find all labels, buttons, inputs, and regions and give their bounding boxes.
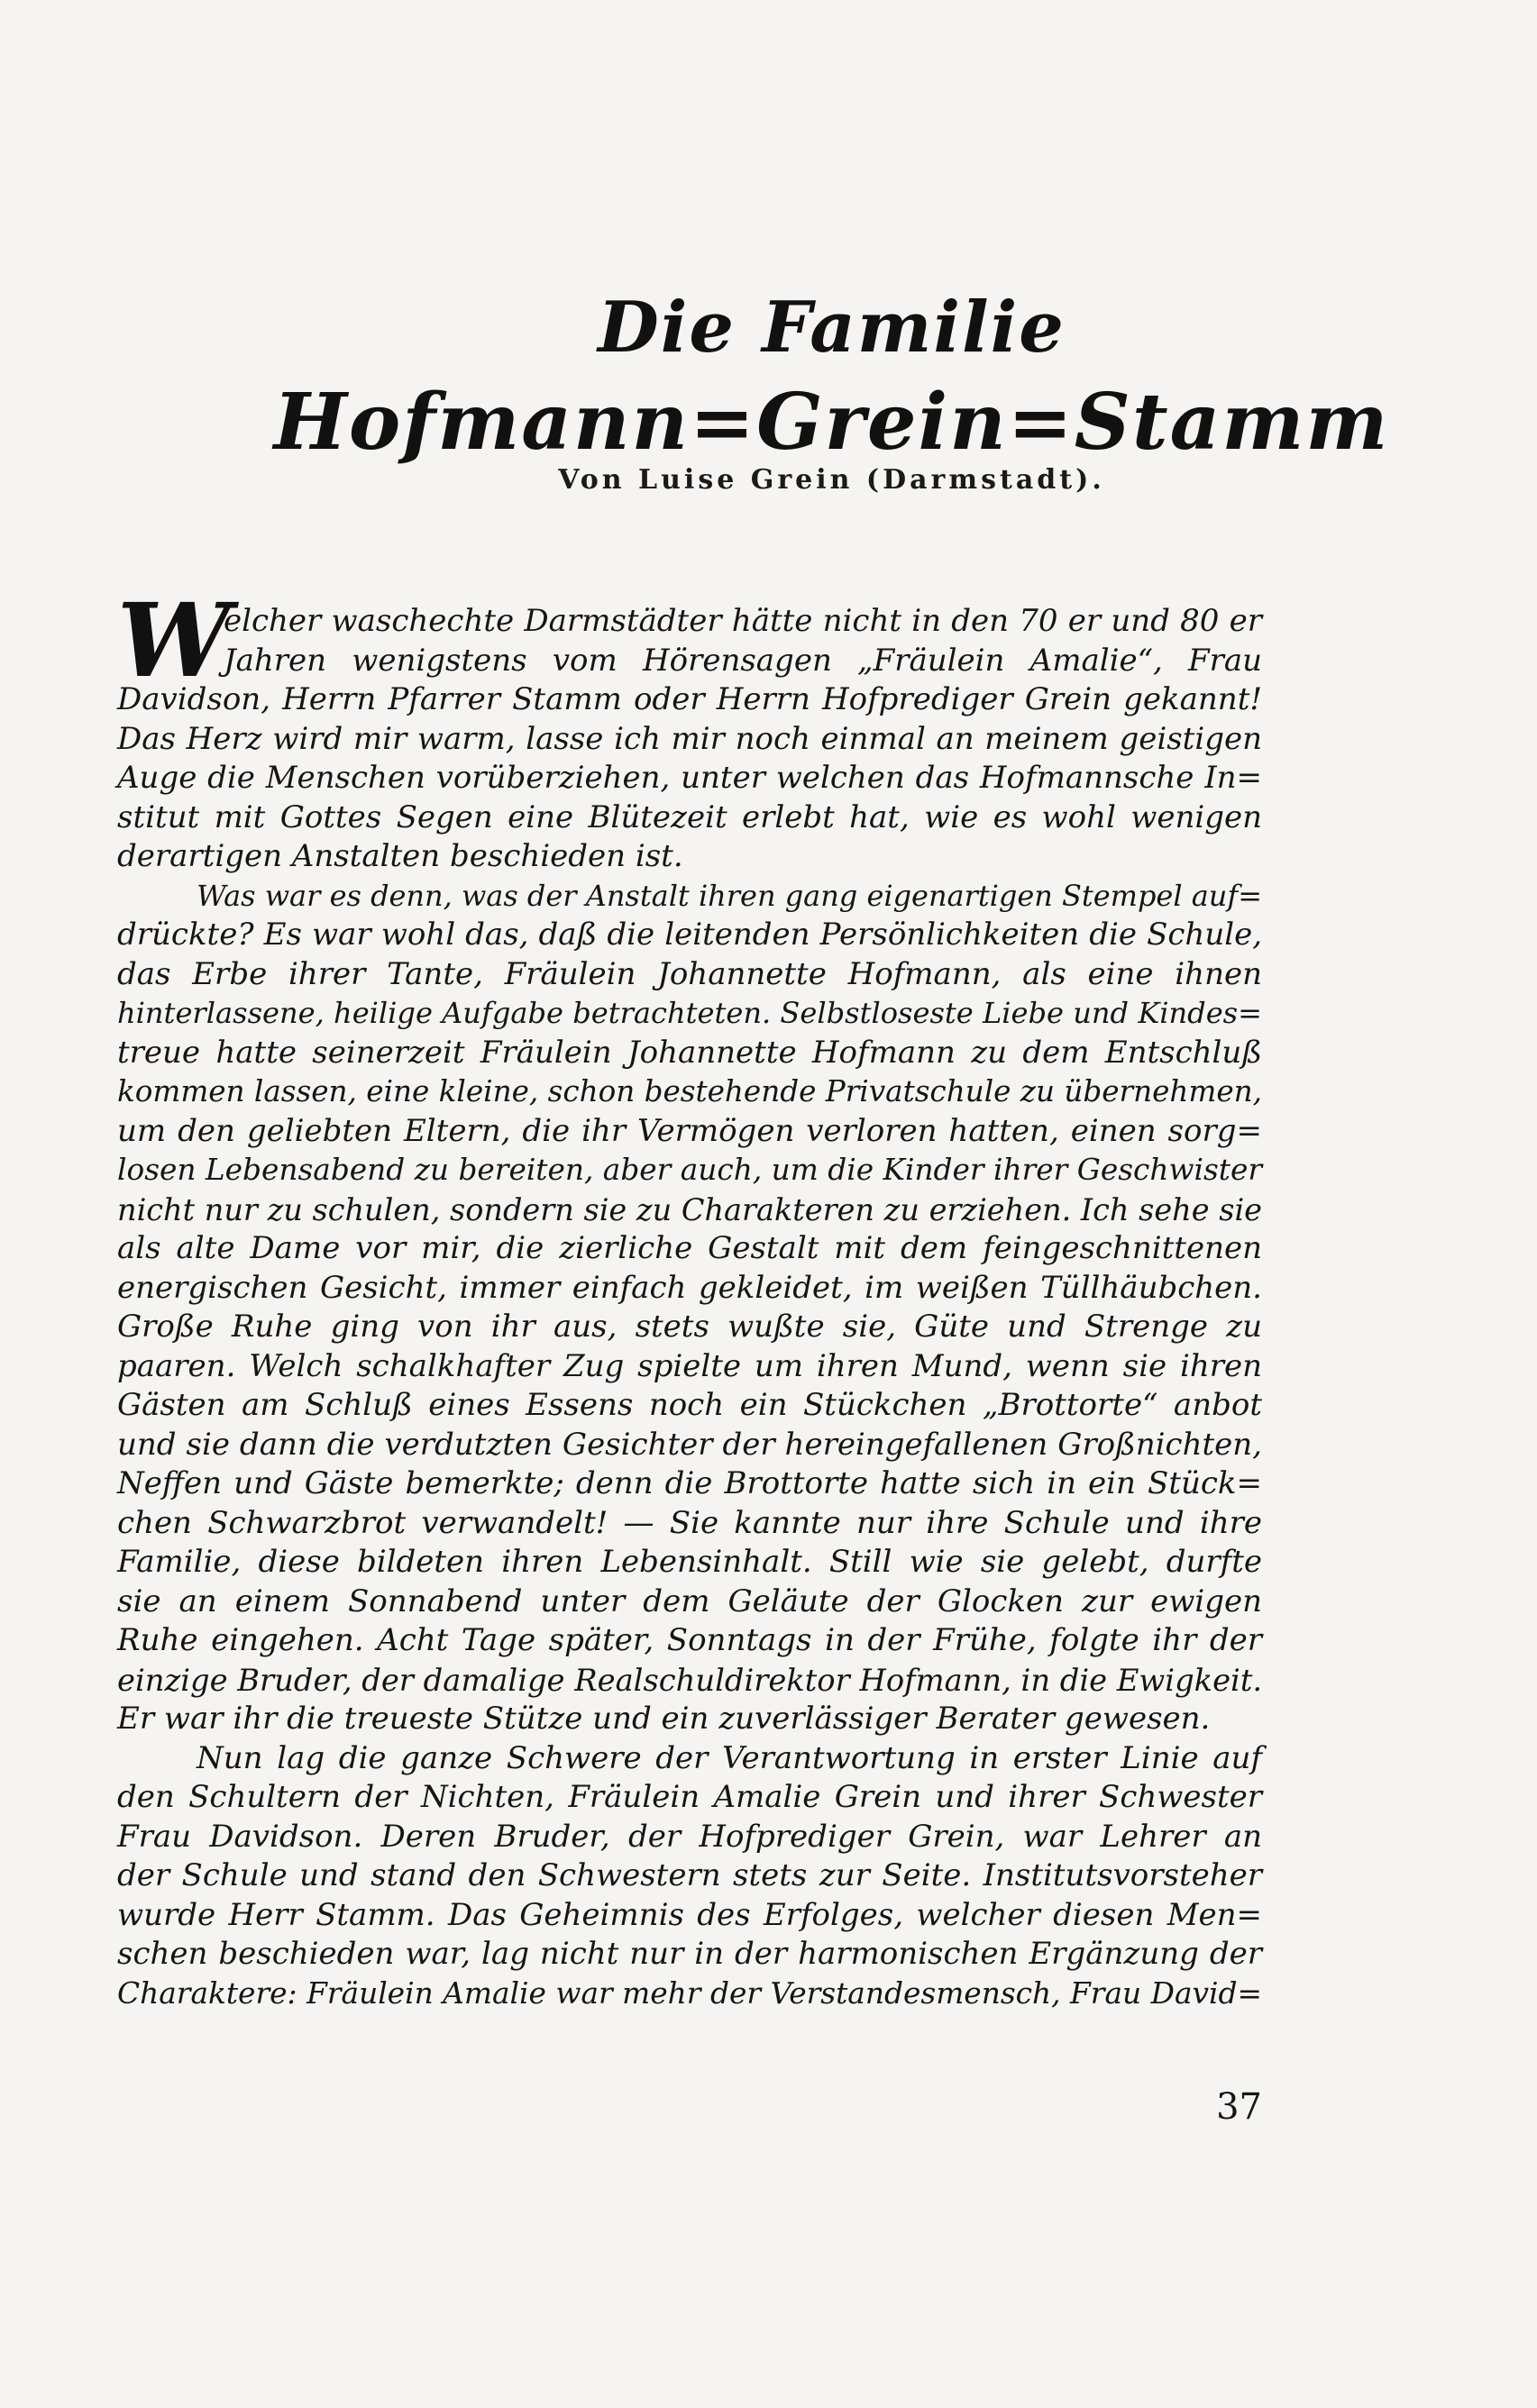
text-line: drückte? Es war wohl das, daß die leitenden Persönlichkeiten die Schule,	[117, 917, 1263, 953]
text-line: derartigen Anstalten beschieden ist.	[117, 838, 683, 874]
text-line: wurde Herr Stamm. Das Geheimnis des Erfolges, welcher diesen Men=	[117, 1896, 1263, 1933]
text-line: losen Lebensabend zu bereiten, aber auch, um die Kinder ihrer Geschwister	[117, 1153, 1262, 1187]
text-line: Gästen am Schluß eines Essens noch ein Stückchen „Brottorte“ anbot	[117, 1387, 1262, 1423]
text-line: Nun lag die ganze Schwere der Verantwortung in erster Linie auf	[197, 1739, 1263, 1776]
text-line: um den geliebten Eltern, die ihr Vermögen verloren hatten, einen sorg=	[117, 1112, 1262, 1149]
text-line: Er war ihr die treueste Stütze und ein zuverlässiger Berater gewesen.	[117, 1701, 1211, 1737]
text-line: Charaktere: Fräulein Amalie war mehr der Verstandesmensch, Frau David=	[117, 1975, 1262, 2011]
text-line: chen Schwarzbrot verwandelt! — Sie kannte nur ihre Schule und ihre	[117, 1504, 1262, 1541]
text-line: Neffen und Gäste bemerkte; denn die Brottorte hatte sich in ein Stück=	[117, 1465, 1263, 1501]
paragraph-3	[117, 1739, 1262, 2014]
text-line: nicht nur zu schulen, sondern sie zu Charakteren zu erziehen. Ich sehe sie	[117, 1191, 1262, 1227]
title-line-2: Hofmann=Grein=Stamm	[273, 377, 1390, 468]
text-line: einzige Bruder, der damalige Realschuldirektor Hofmann, in die Ewigkeit.	[117, 1662, 1263, 1698]
text-line: schen beschieden war, lag nicht nur in der harmonischen Ergänzung der	[117, 1936, 1262, 1972]
text-line: Was war es denn, was der Anstalt ihren gang eigenartigen Stempel auf=	[197, 878, 1262, 913]
text-line: Große Ruhe ging von ihr aus, stets wußte sie, Güte und Strenge zu	[117, 1309, 1262, 1345]
drop-cap: W	[117, 582, 231, 700]
text-line: stitut mit Gottes Segen eine Blütezeit erlebt hat, wie es wohl wenigen	[117, 798, 1262, 835]
text-line: Ruhe eingehen. Acht Tage später, Sonntags in der Frühe, folgte ihr der	[117, 1622, 1263, 1658]
title-line-1: Die Familie	[598, 287, 1066, 369]
text-line: Das Herz wird mir warm, lasse ich mir noch einmal an meinem geistigen	[117, 720, 1262, 757]
text-line: hinterlassene, heilige Aufgabe betrachteten. Selbstloseste Liebe und Kindes=	[117, 996, 1262, 1030]
text-line: Auge die Menschen vorüberziehen, unter welchen das Hofmannsche In=	[117, 760, 1263, 796]
text-line: Davidson, Herrn Pfarrer Stamm oder Herrn Hofprediger Grein gekannt!	[117, 681, 1263, 717]
text-line: den Schultern der Nichten, Fräulein Amalie Grein und ihrer Schwester	[117, 1779, 1262, 1815]
text-line: kommen lassen, eine kleine, schon bestehende Privatschule zu übernehmen,	[117, 1074, 1262, 1108]
text-line: Jahren wenigstens vom Hörensagen „Fräulein Amalie“, Frau	[224, 642, 1262, 679]
text-line: der Schule und stand den Schwestern stets zur Seite. Institutsvorsteher	[117, 1857, 1262, 1893]
text-line: paaren. Welch schalkhafter Zug spielte um ihren Mund, wenn sie ihren	[117, 1347, 1263, 1384]
byline: Von Luise Grein (Darmstadt).	[558, 464, 1105, 496]
text-line: als alte Dame vor mir, die zierliche Gestalt mit dem feingeschnittenen	[117, 1230, 1262, 1266]
paragraph-2	[117, 877, 1262, 1739]
text-line: Familie, diese bildeten ihren Lebensinhalt. Still wie sie gelebt, durfte	[117, 1544, 1262, 1580]
text-line: das Erbe ihrer Tante, Fräulein Johannette Hofmann, als eine ihnen	[117, 955, 1262, 992]
text-line: sie an einem Sonnabend unter dem Geläute der Glocken zur ewigen	[117, 1583, 1263, 1619]
text-line: elcher waschechte Darmstädter hätte nicht in den 70 er und 80 er	[224, 603, 1263, 639]
text-line: und sie dann die verdutzten Gesichter der hereingefallenen Großnichten,	[117, 1426, 1262, 1463]
text-line: energischen Gesicht, immer einfach gekleidet, im weißen Tüllhäubchen.	[117, 1269, 1262, 1306]
article-body	[117, 582, 1263, 2013]
page-number: 37	[1216, 2086, 1262, 2128]
paragraph-1	[117, 582, 1263, 877]
text-line: treue hatte seinerzeit Fräulein Johannette Hofmann zu dem Entschluß	[117, 1034, 1263, 1071]
text-line: Frau Davidson. Deren Bruder, der Hofprediger Grein, war Lehrer an	[117, 1818, 1263, 1855]
